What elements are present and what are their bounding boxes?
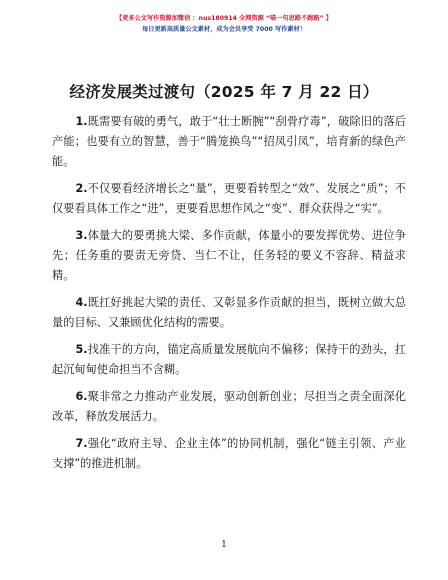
paragraph-number: 7. [75, 437, 88, 450]
promo-line-2: 每日更新高质量公文素材，成为会员享受 7000 写作素材！ [142, 26, 306, 33]
paragraph-number: 2. [75, 182, 88, 195]
paragraph-text: 强化“政府主导、企业主体”的协同机制，强化“链主引领、产业支撑”的推进机制。 [52, 437, 406, 470]
paragraph-number: 3. [75, 229, 88, 242]
paragraph-7 [52, 434, 406, 474]
page-number: 1 [221, 540, 227, 550]
paragraph-text: 不仅要看经济增长之“量”，更要看转型之“效”、发展之“质”；不仅要看具体工作之“进”，更要看思想作风之“变”、群众获得之“实”。 [52, 182, 406, 215]
paragraph-3 [52, 226, 406, 286]
paragraph-number: 5. [75, 343, 88, 356]
paragraph-1 [52, 112, 406, 172]
paragraph-text: 既需要有破的勇气，敢于“壮士断腕”“刮骨疗毒”，破除旧的落后产能；也要有立的智慧，善于“腾笼换鸟”“招凤引凤”，培育新的绿色产能。 [52, 115, 406, 168]
paragraph-number: 1. [75, 115, 88, 128]
promo-line-1: 【更多公文写作资源加微信 ：nus180914 全网资源 “喵一句思路不跑路” 】 [116, 15, 332, 22]
paragraph-text: 找准干的方向，锚定高质量发展航向不偏移；保持干的劲头，扛起沉甸甸使命担当不含糊。 [52, 343, 406, 376]
promo-banner [0, 13, 448, 35]
paragraph-text: 既扛好挑起大梁的责任、又彰显多作贡献的担当，既树立做大总量的目标、又兼顾优化结构的需要。 [52, 296, 406, 329]
paragraph-4 [52, 293, 406, 333]
paragraph-number: 4. [75, 296, 88, 309]
paragraph-text: 聚非常之力推动产业发展，驱动创新创业；尽担当之责全面深化改革，释放发展活力。 [52, 390, 406, 423]
paragraph-text: 体量大的要勇挑大梁、多作贡献，体量小的要发挥优势、进位争先；任务重的要责无旁贷、当仁不让，任务轻的要义不容辞、精益求精。 [52, 229, 406, 282]
paragraph-6 [52, 387, 406, 427]
document-title: 经济发展类过渡句（2025 年 7 月 22 日） [69, 83, 379, 101]
paragraph-number: 6. [75, 390, 88, 403]
paragraph-5 [52, 340, 406, 380]
paragraph-2 [52, 179, 406, 219]
document-body [52, 112, 406, 481]
